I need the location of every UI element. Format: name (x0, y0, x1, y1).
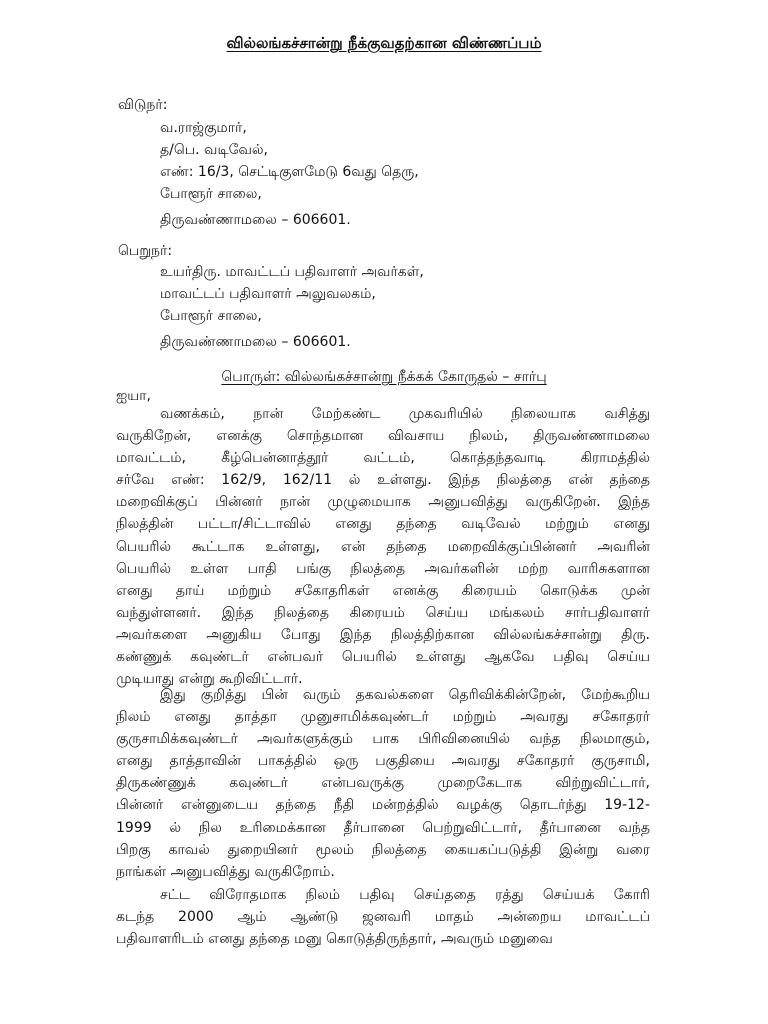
paragraph-line: வந்துள்ளனர். இந்த நிலத்தை கிரையம் செய்ய மங்கலம் சார்பதிவாளர் (116, 604, 650, 621)
sender-street: எண்: 16/3, செட்டிகுளமேடு 6வது தெரு, (160, 164, 419, 180)
sender-city: திருவண்ணாமலை – 606601. (160, 212, 351, 228)
sender-road: போளூர் சாலை, (160, 186, 262, 202)
recipient-road: போளூர் சாலை, (160, 308, 262, 324)
subject-line: பொருள்: வில்லங்கச்சான்று நீக்கக் கோருதல் – சார்பு (221, 369, 547, 385)
body-paragraph-3 (116, 884, 650, 950)
paragraph-line: கண்ணுக் கவுண்டர் என்பவர் பெயரில் உள்ளது ஆகவே பதிவு செய்ய (116, 649, 650, 666)
recipient-title: உயர்திரு. மாவட்டப் பதிவாளர் அவர்கள், (160, 264, 424, 280)
paragraph-line: பின்னர் என்னுடைய தந்தை நீதி மன்றத்தில் வழக்கு தொடர்ந்து 19-12- (116, 797, 650, 814)
paragraph-line: வருகிறேன், எனக்கு சொந்தமான விவசாய நிலம், திருவண்ணாமலை (116, 428, 650, 445)
paragraph-line: பிறகு காவல் துறையினர் மூலம் நிலத்தை கையகப்படுத்தி இன்று வரை (116, 841, 650, 858)
document-title: வில்லங்கச்சான்று நீக்குவதற்கான விண்ணப்பம் (226, 34, 542, 52)
paragraph-line: எனது தாத்தாவின் பாகத்தில் ஒரு பகுதியை அவரது சகோதரர் குருசாமி, (116, 753, 650, 770)
paragraph-line: சர்வே எண்: 162/9, 162/11 ல் உள்ளது. இந்த நிலத்தை என் தந்தை (116, 472, 650, 489)
body-paragraph-1 (116, 403, 650, 690)
paragraph-line: அவர்களை அனுகிய போது இந்த நிலத்திற்கான வில்லங்கச்சான்று திரு. (116, 626, 650, 643)
paragraph-line: பதிவாளரிடம் எனது தந்தை மனு கொடுத்திருந்தார், அவரும் மனுவை (116, 931, 553, 948)
paragraph-line: மாவட்டம், கீழ்பென்னாத்தூர் வட்டம், கொத்தந்தவாடி கிராமத்தில் (116, 450, 650, 467)
salutation: ஐயா, (116, 388, 152, 404)
paragraph-line: நிலம் எனது தாத்தா முனுசாமிக்கவுண்டர் மற்றும் அவரது சகோதரர் (116, 709, 650, 726)
paragraph-line: நிலத்தின் பட்டா/சிட்டாவில் எனது தந்தை வடிவேல் மற்றும் எனது (116, 516, 650, 533)
paragraph-line: வணக்கம், நான் மேற்கண்ட முகவரியில் நிலையாக வசித்து (160, 406, 650, 422)
paragraph-line: திருகண்ணுக் கவுண்டர் என்பவருக்கு முறைகேடாக விற்றுவிட்டார், (116, 775, 650, 792)
sender-address (160, 117, 419, 231)
paragraph-line: இது குறித்து பின் வரும் தகவல்களை தெரிவிக்கின்றேன், மேற்கூறிய (160, 687, 650, 703)
recipient-label: பெறுநர்: (118, 243, 173, 259)
recipient-address (160, 261, 424, 353)
paragraph-line: முடியாது என்று கூறிவிட்டார். (116, 671, 303, 688)
paragraph-line: 1999 ல் நில உரிமைக்கான தீர்பானை பெற்றுவிட்டார், தீர்பானை வந்த (116, 819, 650, 836)
paragraph-line: பெயரில் உள்ள பாதி பங்கு நிலத்தை அவர்களின் மற்ற வாரிசுகளான (116, 560, 650, 577)
body-paragraph-2 (116, 684, 650, 883)
paragraph-line: எனது தாய் மற்றும் சகோதரிகள் எனக்கு கிரையம் கொடுக்க முன் (116, 582, 650, 599)
recipient-office: மாவட்டப் பதிவாளர் அலுவலகம், (160, 286, 376, 302)
sender-father-name: த/பெ. வடிவேல், (160, 142, 269, 158)
paragraph-line: குருசாமிக்கவுண்டர் அவர்களுக்கும் பாக பிரிவினையில் வந்த நிலமாகும், (116, 731, 650, 748)
paragraph-line: கடந்த 2000 ஆம் ஆண்டு ஜனவரி மாதம் அன்றைய மாவட்டப் (116, 909, 650, 926)
paragraph-line: சட்ட விரோதமாக நிலம் பதிவு செய்ததை ரத்து செய்யக் கோரி (160, 887, 650, 903)
sender-name: வ.ராஜ்குமார், (160, 120, 247, 136)
sender-label: விடுநர்: (118, 97, 168, 113)
paragraph-line: நாங்கள் அனுபவித்து வருகிறோம். (116, 863, 335, 880)
recipient-city: திருவண்ணாமலை – 606601. (160, 334, 351, 350)
paragraph-line: பெயரில் கூட்டாக உள்ளது, என் தந்தை மறைவிக்குப்பின்னர் அவரின் (116, 538, 650, 555)
paragraph-line: மறைவிக்குப் பின்னர் நான் முழுமையாக அனுபவித்து வருகிறேன். இந்த (116, 494, 650, 511)
